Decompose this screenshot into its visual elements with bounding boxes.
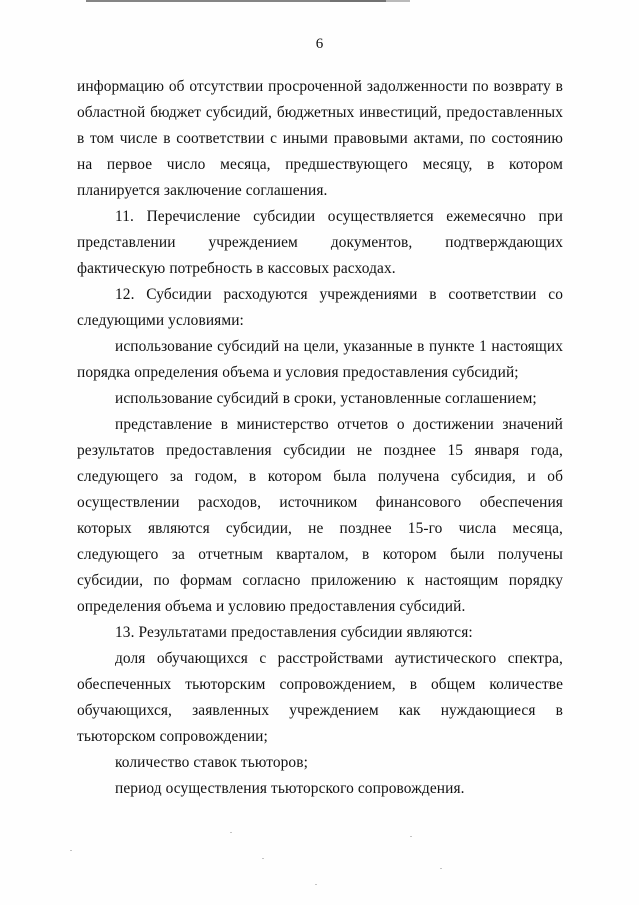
paragraph-item-12: 12. Субсидии расходуются учреждениями в соответствии со следующими условиями: [77,286,563,329]
page-number: 6 [315,36,324,52]
result-tutor-positions: количество ставок тьюторов; [115,754,308,771]
scan-noise [315,884,317,885]
result-share-of-students: доля обучающихся с расстройствами аутистического спектра, обеспеченных тьюторским сопровождением, в общем количестве обучающихся, заявленных учреждением как нуждающиеся в тьюторском сопровождении; [77,650,563,745]
result-support-period: период осуществления тьюторского сопровождения. [115,780,465,797]
document-body [77,74,563,802]
scan-top-edge-line-secondary [330,0,410,2]
condition-deadlines: использование субсидий в сроки, установленные соглашением; [115,390,537,407]
scan-noise [230,832,232,833]
scan-noise [410,836,412,837]
paragraph-item-11: 11. Перечисление субсидии осуществляется ежемесячно при представлении учреждением документов, подтверждающих фактическую потребность в кассовых расходах. [77,208,563,277]
scan-noise [440,868,442,869]
paragraph-item-13: 13. Результатами предоставления субсидии являются: [115,624,473,641]
scan-noise [70,850,72,851]
scan-noise [262,858,264,859]
condition-purpose: использование субсидий на цели, указанные в пункте 1 настоящих порядка определения объема и условия предоставления субсидий; [77,338,563,381]
condition-reporting: представление в министерство отчетов о достижении значений результатов предоставления субсидии не позднее 15 января года, следующего за годом, в котором была получена субсидия, и об осуществлении расходов, источником финансового обеспечения которых являются субсидии, не позднее 15-го числа месяца, следующего за отчетным кварталом, в котором были получены субсидии, по формам согласно приложению к настоящим порядку определения объема и условию предоставления субсидий. [77,416,563,615]
paragraph-continuation: информацию об отсутствии просроченной задолженности по возврату в областной бюджет субсидий, бюджетных инвестиций, предоставленных в том числе в соответствии с иными правовыми актами, по состоянию на первое число месяца, предшествующего месяцу, в котором планируется заключение соглашения. [77,78,563,199]
